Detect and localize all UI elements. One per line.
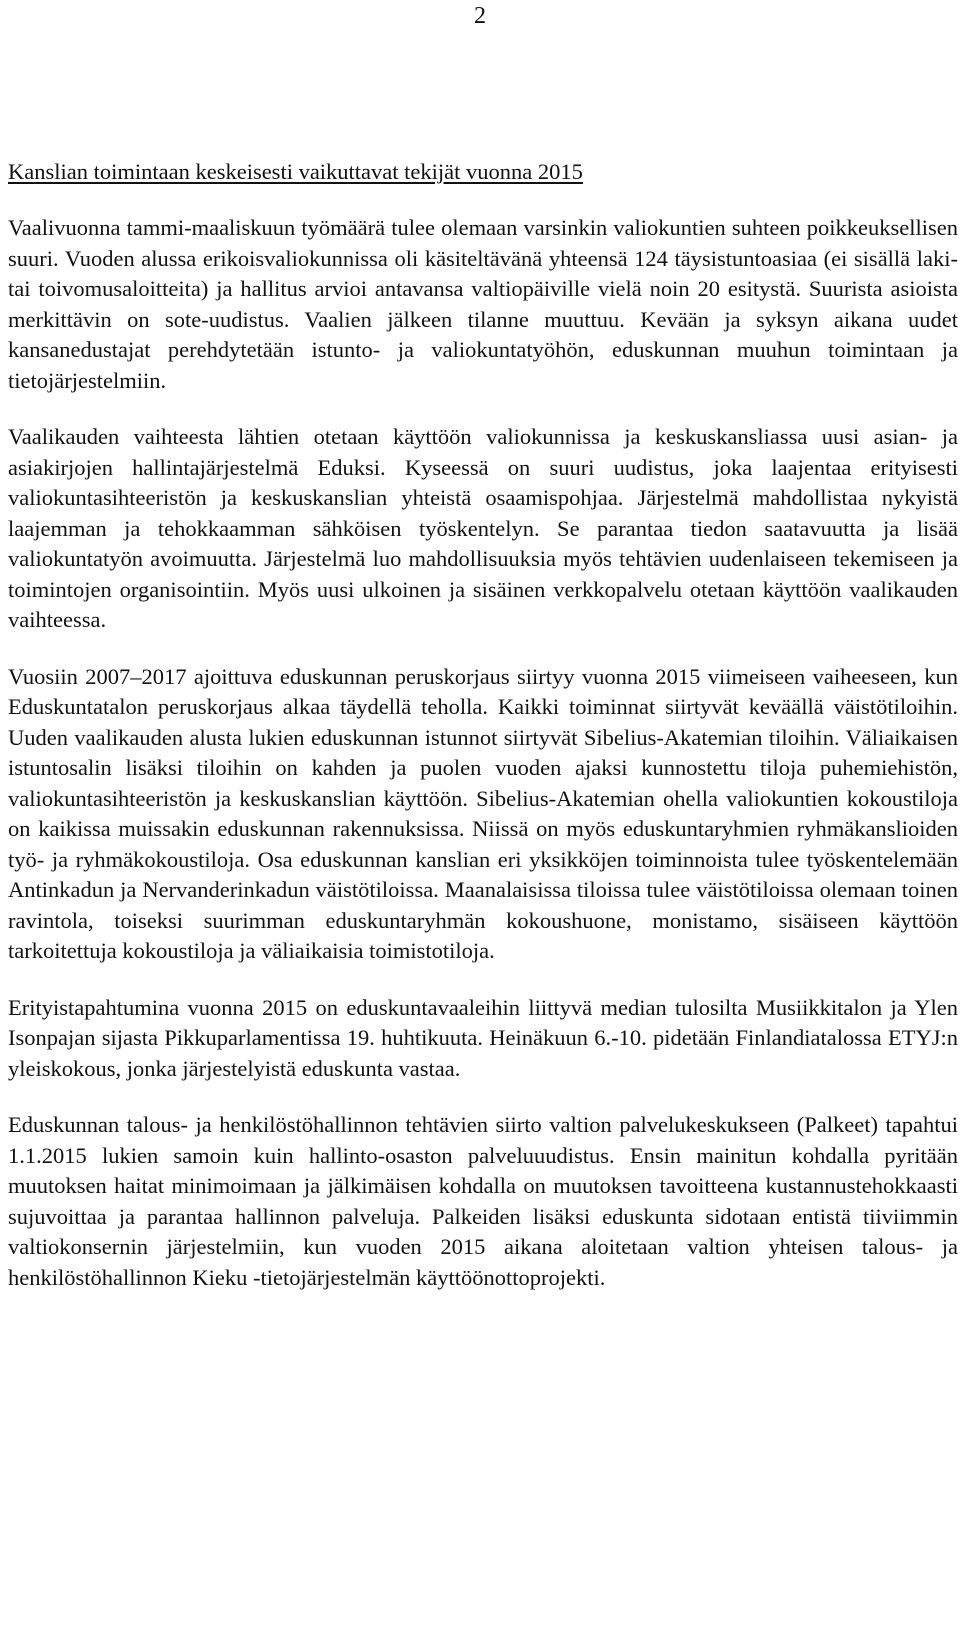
paragraph-eduksi-system: Vaalikauden vaihteesta lähtien otetaan käyttöön valiokunnissa ja keskuskansliassa uusi asian- ja asiakirjojen hallintajärjestelmä Eduksi. Kyseessä on suuri uudistus, joka laajentaa erityisesti valiokuntasihteeristön ja keskuskanslian yhteistä osaamispohjaa. Järjestelmä mahdollistaa nykyistä laajemman ja tehokkaamman sähköisen työskentelyn. Se parantaa tiedon saatavuutta ja lisää valiokuntatyön avoimuutta. Järjestelmä luo mahdollisuuksia myös tehtävien uudenlaiseen tekemiseen ja toimintojen organisointiin. Myös uusi ulkoinen ja sisäinen verkkopalvelu otetaan käyttöön vaalikauden vaihteessa. [8, 424, 958, 632]
page-number: 2 [474, 3, 486, 29]
paragraph-special-events: Erityistapahtumina vuonna 2015 on eduskuntavaaleihin liittyvä median tulosilta Musiikkitalon ja Ylen Isonpajan sijasta Pikkuparlamentissa 19. huhtikuuta. Heinäkuun 6.-10. pidetään Finlandiatalossa ETYJ:n yleiskokous, jonka järjestelyistä eduskunta vastaa. [8, 994, 958, 1081]
paragraph-administration-transfer: Eduskunnan talous- ja henkilöstöhallinnon tehtävien siirto valtion palvelukeskukseen (Palkeet) tapahtui 1.1.2015 lukien samoin kuin hallinto-osaston palveluuudistus. Ensin mainitun kohdalla pyritään muutoksen haitat minimoimaan ja jälkimäisen kohdalla on muutoksen tavoitteena kustannustehokkaasti sujuvoittaa ja parantaa hallinnon palveluja. Palkeiden lisäksi eduskunta sidotaan entistä tiiviimmin valtiokonsernin järjestelmiin, kun vuoden 2015 aikana aloitetaan valtion yhteisen talous- ja henkilöstöhallinnon Kieku -tietojärjestelmän käyttöönottoprojekti. [8, 1112, 958, 1290]
section-heading: Kanslian toimintaan keskeisesti vaikuttavat tekijät vuonna 2015 [8, 159, 583, 184]
paragraph-renovation: Vuosiin 2007–2017 ajoittuva eduskunnan peruskorjaus siirtyy vuonna 2015 viimeiseen vaiheeseen, kun Eduskuntatalon peruskorjaus alkaa täydellä teholla. Kaikki toiminnat siirtyvät keväällä väistötiloihin. Uuden vaalikauden alusta lukien eduskunnan istunnot siirtyvät Sibelius-Akatemian tiloihin. Väliaikaisen istuntosalin lisäksi tiloihin on kahden ja puolen vuoden ajaksi kunnostettu tiloja puhemiehistön, valiokuntasihteeristön ja keskuskanslian käyttöön. Sibelius-Akatemian ohella valiokuntien kokoustiloja on kaikissa muissakin eduskunnan rakennuksissa. Niissä on myös eduskuntaryhmien ryhmäkanslioiden työ- ja ryhmäkokoustiloja. Osa eduskunnan kanslian eri yksikköjen toiminnoista tulee työskentelemään Antinkadun ja Nervanderinkadun väistötiloissa. Maanalaisissa tiloissa tulee väistötiloissa olemaan toinen ravintola, toiseksi suurimman eduskuntaryhmän kokoushuone, monistamo, sisäiseen käyttöön tarkoitettuja kokoustiloja ja väliaikaisia toimistotiloja. [8, 663, 958, 963]
paragraph-workload: Vaalivuonna tammi-maaliskuun työmäärä tulee olemaan varsinkin valiokuntien suhteen poikkeuksellisen suuri. Vuoden alussa erikoisvaliokunnissa oli käsiteltävänä yhteensä 124 täysistuntoasiaa (ei sisällä laki- tai toivomusaloitteita) ja hallitus arvioi antavansa valtiopäiville vielä noin 20 esitystä. Suurista asioista merkittävin on sote-uudistus. Vaalien jälkeen tilanne muuttuu. Kevään ja syksyn aikana uudet kansanedustajat perehdytetään istunto- ja valiokuntatyöhön, eduskunnan muuhun toimintaan ja tietojärjestelmiin. [8, 215, 958, 393]
document-body [8, 158, 958, 1319]
